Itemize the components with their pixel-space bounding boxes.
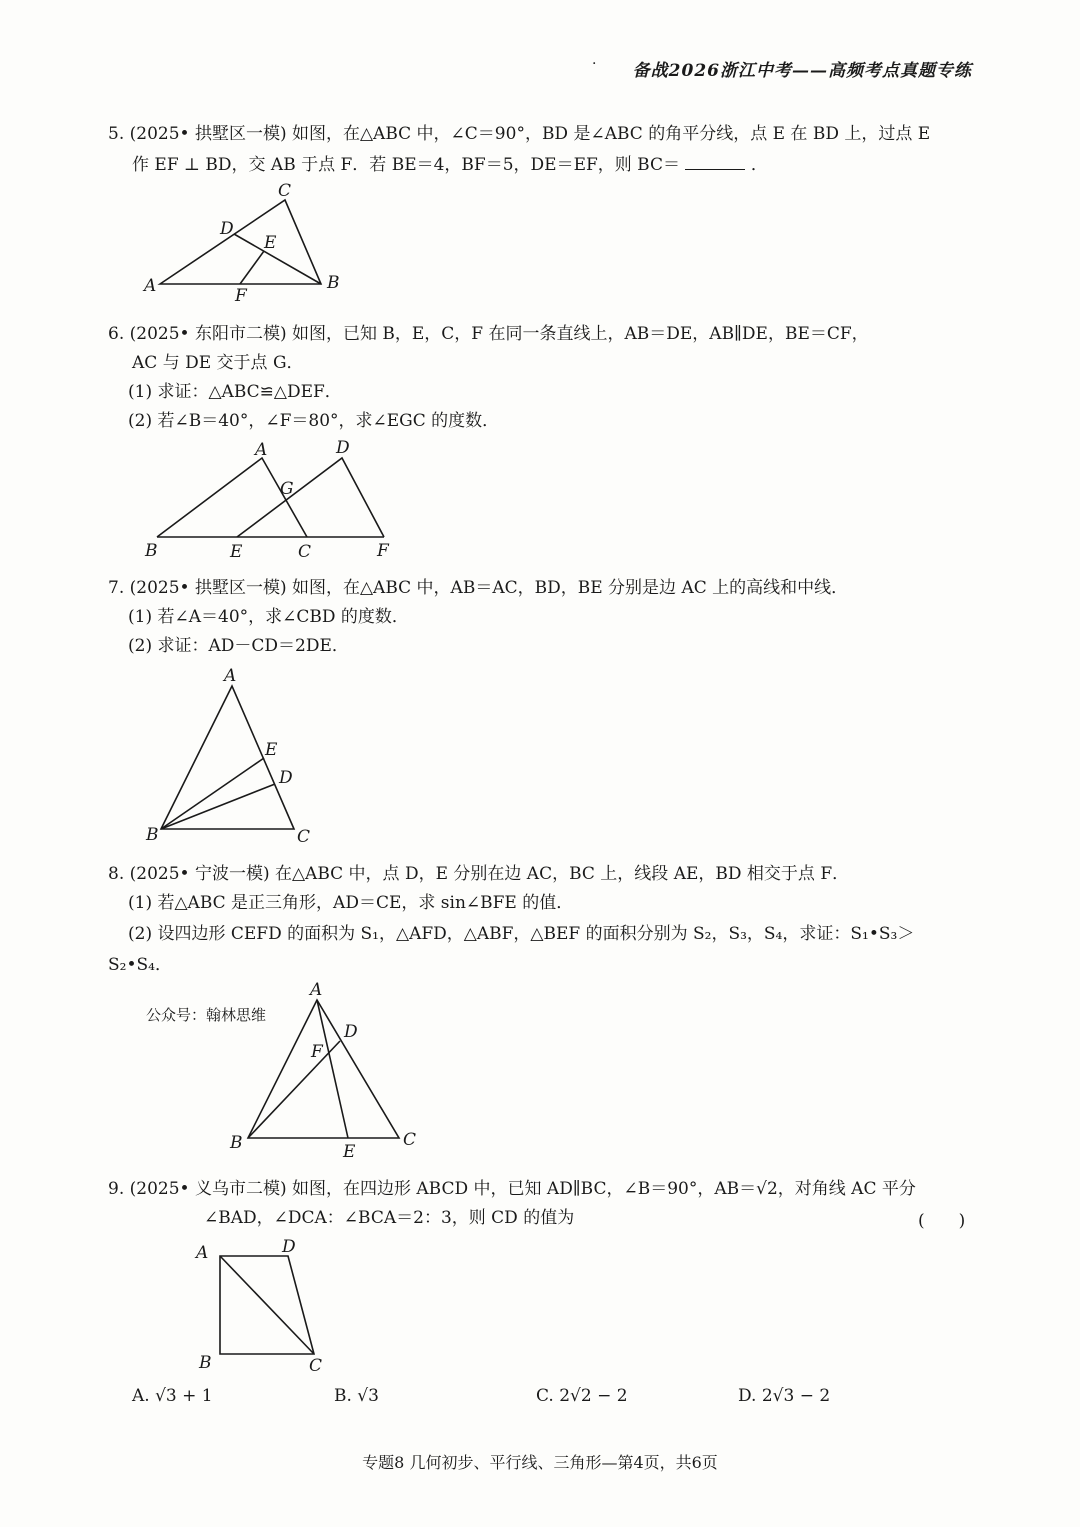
p9-line1: 9. (2025• 义乌市二模) 如图，在四边形 ABCD 中，已知 AD∥BC，∠B＝90°，AB＝√2，对角线 AC 平分: [108, 1179, 916, 1199]
p7-line1: 7. (2025• 拱墅区一模) 如图，在△ABC 中，AB＝AC，BD，BE 分别是边 AC 上的高线和中线．: [108, 578, 849, 598]
p6-label-e: E: [230, 542, 243, 562]
option-d[interactable]: D. 2√3 − 2: [738, 1386, 831, 1406]
p5-label-e: E: [264, 233, 277, 253]
p8-label-d: D: [344, 1022, 358, 1042]
p8-label-b: B: [230, 1133, 243, 1153]
header-title: 备战2026浙江中考——高频考点真题专练: [632, 61, 972, 81]
p5-line2-end: ．: [750, 155, 768, 175]
p6-line2: AC 与 DE 交于点 G．: [132, 353, 304, 373]
p7-label-e: E: [265, 740, 278, 760]
p6-line4: (2) 若∠B＝40°，∠F＝80°，求∠EGC 的度数．: [128, 411, 500, 431]
watermark-text: 公众号：翰林思维: [146, 1006, 267, 1024]
p8-line1: 8. (2025• 宁波一模) 在△ABC 中，点 D，E 分别在边 AC，BC 上，线段 AE，BD 相交于点 F．: [108, 864, 850, 884]
answer-paren[interactable]: ( ): [918, 1211, 966, 1231]
p6-label-g: G: [280, 479, 294, 499]
p7-label-b: B: [146, 825, 159, 845]
p9-label-d: D: [282, 1237, 296, 1257]
p8-line3: (2) 设四边形 CEFD 的面积为 S₁，△AFD，△ABF，△BEF 的面积分别为 S₂，S₃，S₄，求证：S₁•S₃＞: [128, 924, 915, 944]
p5-line2-text: 作 EF ⊥ BD，交 AB 于点 F．若 BE＝4，BF＝5，DE＝EF，则 BC＝: [132, 155, 680, 175]
p7-label-a: A: [224, 666, 237, 686]
p5-label-a: A: [144, 276, 157, 296]
p8-label-f: F: [311, 1042, 323, 1062]
option-c[interactable]: C. 2√2 − 2: [536, 1386, 628, 1406]
p8-label-a: A: [310, 980, 323, 1000]
p8-line2: (1) 若△ABC 是正三角形，AD＝CE，求 sin∠BFE 的值．: [128, 893, 574, 913]
p7-label-d: D: [279, 768, 293, 788]
p7-label-c: C: [297, 827, 311, 847]
p6-label-b: B: [145, 541, 158, 561]
p7-line2: (1) 若∠A＝40°，求∠CBD 的度数．: [128, 607, 409, 627]
p9-diagonal-ac: [220, 1256, 314, 1354]
p6-line3: (1) 求证：△ABC≌△DEF．: [128, 382, 342, 402]
p9-label-a: A: [196, 1243, 209, 1263]
p9-line2: ∠BAD，∠DCA：∠BCA＝2：3，则 CD 的值为: [204, 1208, 575, 1228]
p5-label-d: D: [220, 219, 234, 239]
p6-label-c: C: [298, 542, 312, 562]
p6-label-a: A: [255, 440, 268, 460]
p6-label-d: D: [336, 438, 350, 458]
p5-label-f: F: [235, 286, 247, 306]
p8-label-e: E: [343, 1142, 356, 1162]
p9-label-b: B: [199, 1353, 212, 1373]
p5-label-b: B: [327, 273, 340, 293]
page-footer: 专题8 几何初步、平行线、三角形—第4页，共6页: [362, 1453, 718, 1472]
p8-label-c: C: [403, 1130, 417, 1150]
p5-label-c: C: [278, 181, 292, 201]
p7-line3: (2) 求证：AD－CD＝2DE．: [128, 636, 349, 656]
p9-label-c: C: [309, 1356, 323, 1376]
header-dot: ·: [592, 56, 597, 72]
p5-line1: 5. (2025• 拱墅区一模) 如图，在△ABC 中，∠C＝90°，BD 是∠ABC 的角平分线，点 E 在 BD 上，过点 E: [108, 124, 931, 144]
p8-line4: S₂•S₄．: [108, 955, 172, 975]
option-b[interactable]: B. √3: [334, 1386, 379, 1406]
option-a[interactable]: A. √3 + 1: [132, 1386, 213, 1406]
p6-line1: 6. (2025• 东阳市二模) 如图，已知 B，E，C，F 在同一条直线上，AB＝DE，AB∥DE，BE＝CF，: [108, 324, 869, 344]
p6-label-f: F: [377, 541, 389, 561]
